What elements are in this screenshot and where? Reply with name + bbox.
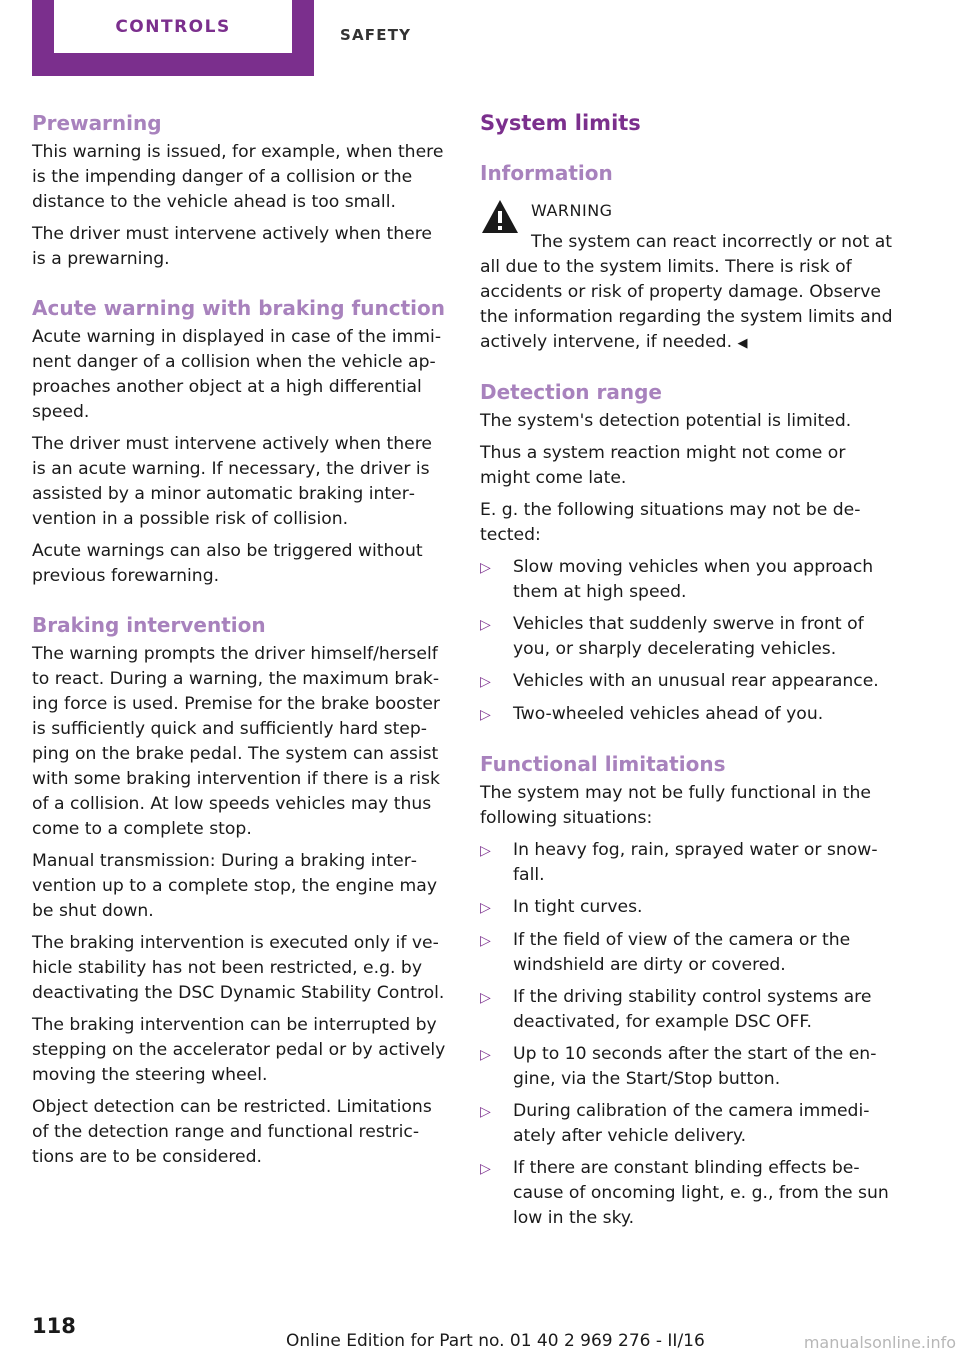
prewarning-para-1: This warning is issued, for example, when there is the impending danger of a collision or the distance to the vehicle ahead is too small. xyxy=(32,142,444,212)
list-item xyxy=(480,612,896,662)
list-item xyxy=(480,928,896,978)
detection-para-1: The system's detection potential is limited. xyxy=(480,411,852,431)
left-column xyxy=(32,108,448,1177)
bullet-triangle-icon: ▷ xyxy=(480,1161,491,1177)
detection-bullet-list xyxy=(480,555,896,728)
detection-para-3: E. g. the following situations may not be detected: xyxy=(480,500,861,545)
bullet-triangle-icon: ▷ xyxy=(480,617,491,633)
warning-triangle-icon xyxy=(480,198,520,236)
tab-safety: SAFETY xyxy=(340,26,412,44)
bullet-triangle-icon: ▷ xyxy=(480,1047,491,1063)
functional-para-1: The system may not be fully functional in the following situations: xyxy=(480,783,871,828)
edition-text: Online Edition for Part no. 01 40 2 969 276 - II/16 xyxy=(286,1331,705,1351)
list-item-text: In heavy fog, rain, sprayed water or snowfall. xyxy=(513,840,878,885)
detection-para-2: Thus a system reaction might not come or might come late. xyxy=(480,443,846,488)
list-item xyxy=(480,702,896,728)
list-item-text: Vehicles with an unusual rear appearance. xyxy=(513,671,879,691)
acute-warning-para-3: Acute warnings can also be triggered without previous forewarning. xyxy=(32,541,423,586)
warning-text xyxy=(480,230,896,356)
tab-controls-label: CONTROLS xyxy=(115,16,231,37)
prewarning-para-2: The driver must intervene actively when there is a prewarning. xyxy=(32,224,432,269)
list-item-text: If the driving stability control systems are deactivated, for example DSC OFF. xyxy=(513,987,872,1032)
braking-intervention-heading: Braking intervention xyxy=(32,613,266,637)
right-column xyxy=(480,108,896,1238)
warning-text-body: The system can react incorrectly or not at all due to the system limits. There is risk of accidents or risk of property damage. Observe the information regarding the system limits and actively intervene, if needed. xyxy=(480,232,893,352)
list-item xyxy=(480,838,896,888)
bullet-triangle-icon: ▷ xyxy=(480,674,491,690)
functional-limitations-heading: Functional limitations xyxy=(480,752,726,776)
bullet-triangle-icon: ▷ xyxy=(480,707,491,723)
system-limits-heading: System limits xyxy=(480,111,641,135)
bullet-triangle-icon: ▷ xyxy=(480,843,491,859)
acute-warning-para-1: Acute warning in displayed in case of the imminent danger of a collision when the vehicle approaches another object at a high differential speed. xyxy=(32,327,442,422)
list-item xyxy=(480,895,896,921)
list-item xyxy=(480,555,896,605)
acute-warning-heading: Acute warning with braking function xyxy=(32,296,445,320)
warning-title: WARNING xyxy=(531,201,613,220)
bullet-triangle-icon: ▷ xyxy=(480,900,491,916)
list-item xyxy=(480,669,896,695)
list-item-text: If the field of view of the camera or the windshield are dirty or covered. xyxy=(513,930,851,975)
braking-para-3: The braking intervention is executed only if vehicle stability has not been restricted, e.g. by deactivating the DSC Dynamic Stability Control. xyxy=(32,933,445,1003)
list-item-text: If there are constant blinding effects because of oncoming light, e. g., from the sun low in the sky. xyxy=(513,1158,889,1228)
list-item-text: Slow moving vehicles when you approach them at high speed. xyxy=(513,557,874,602)
bullet-triangle-icon: ▷ xyxy=(480,1104,491,1120)
list-item-text: During calibration of the camera immediately after vehicle delivery. xyxy=(513,1101,870,1146)
braking-para-2: Manual transmission: During a braking intervention up to a complete stop, the engine may be shut down. xyxy=(32,851,437,921)
watermark: manualsonline.info xyxy=(803,1333,956,1352)
list-item-text: Vehicles that suddenly swerve in front of you, or sharply decelerating vehicles. xyxy=(513,614,864,659)
list-item xyxy=(480,1042,896,1092)
braking-para-4: The braking intervention can be interrupted by stepping on the accelerator pedal or by actively moving the steering wheel. xyxy=(32,1015,446,1085)
tab-controls-inner xyxy=(54,0,292,53)
list-item xyxy=(480,1156,896,1231)
acute-warning-para-2: The driver must intervene actively when there is an acute warning. If necessary, the driver is assisted by a minor automatic braking intervention in a possible risk of collision. xyxy=(32,434,432,529)
prewarning-heading: Prewarning xyxy=(32,111,162,135)
bullet-triangle-icon: ▷ xyxy=(480,990,491,1006)
page-number: 118 xyxy=(32,1314,76,1338)
tab-controls xyxy=(32,0,314,76)
detection-range-heading: Detection range xyxy=(480,380,662,404)
list-item-text: Two-wheeled vehicles ahead of you. xyxy=(513,704,824,724)
braking-para-1: The warning prompts the driver himself/herself to react. During a warning, the maximum braking force is used. Premise for the brake booster is sufficiently quick and sufficiently hard stepping on the brake pedal. The system can assist with some braking intervention if there is a risk of a collision. At low speeds vehicles may thus come to a complete stop. xyxy=(32,644,441,839)
list-item xyxy=(480,985,896,1035)
bullet-triangle-icon: ▷ xyxy=(480,560,491,576)
information-heading: Information xyxy=(480,161,613,185)
functional-bullet-list xyxy=(480,838,896,1231)
warning-block xyxy=(480,198,896,356)
bullet-triangle-icon: ▷ xyxy=(480,933,491,949)
list-item-text: Up to 10 seconds after the start of the engine, via the Start/Stop button. xyxy=(513,1044,877,1089)
end-mark-icon: ◀ xyxy=(737,336,748,351)
list-item-text: In tight curves. xyxy=(513,897,643,917)
list-item xyxy=(480,1099,896,1149)
braking-para-5: Object detection can be restricted. Limitations of the detection range and functional restrictions are to be considered. xyxy=(32,1097,432,1167)
